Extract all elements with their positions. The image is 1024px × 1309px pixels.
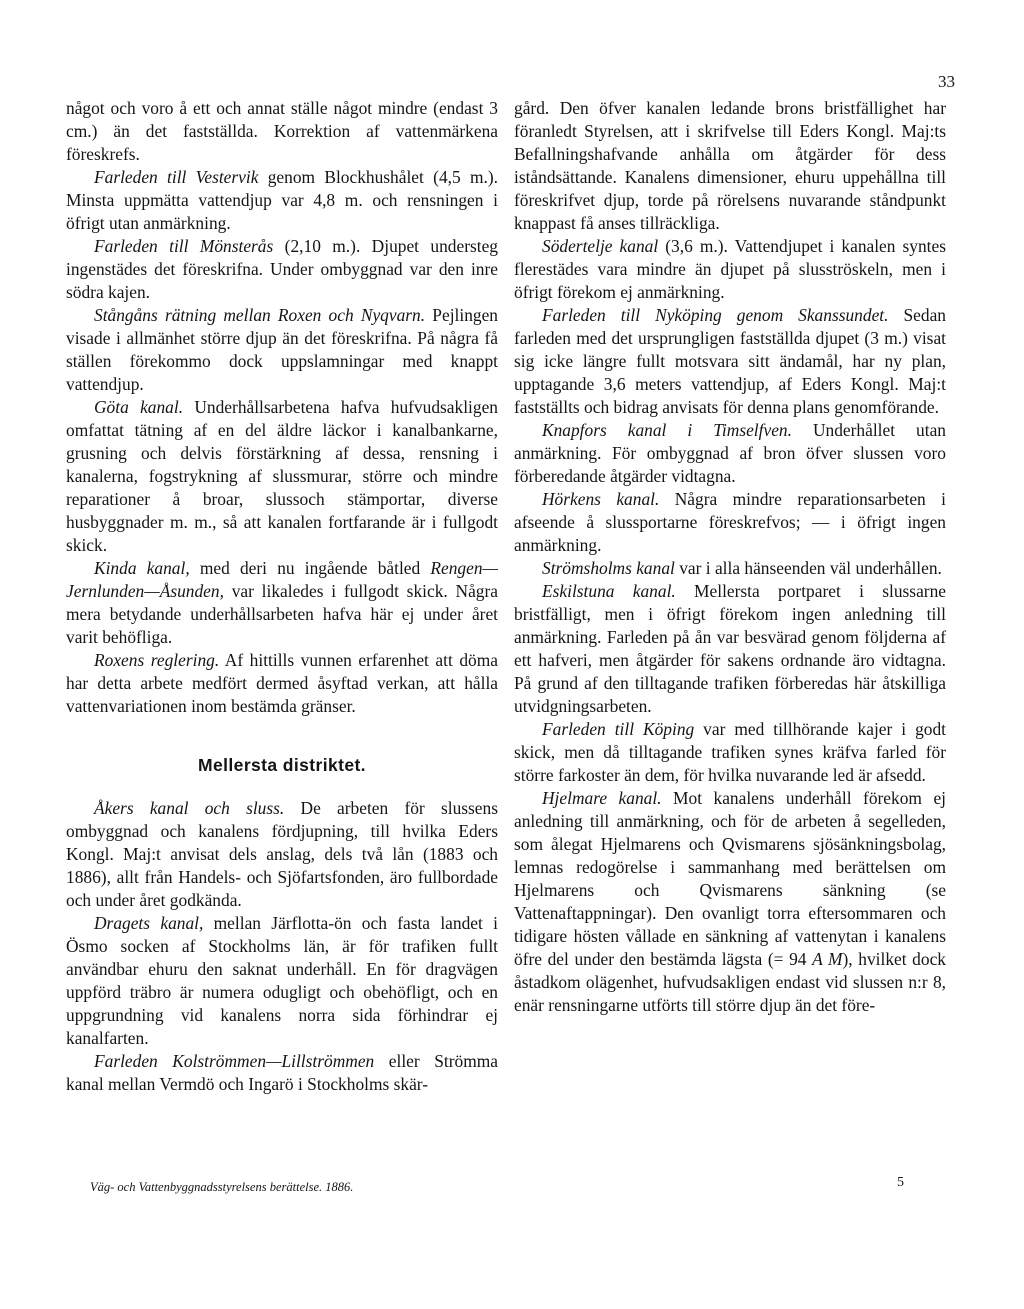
paragraph-text: Pejlingen visade i allmänhet större djup än det föreskrifna. På några få ställen förekommo dock uppslamningar med knappt vattendjup. (66, 305, 498, 394)
paragraph: något och voro å ett och annat ställe något mindre (endast 3 cm.) än det fastställda. Korrektion af vattenmärkena föreskrefs. (66, 98, 498, 164)
paragraph-title: Roxens reglering. (94, 650, 220, 670)
paragraph (514, 235, 946, 304)
paragraph-title: Rengen—Jernlunden—Åsunden, (66, 558, 498, 601)
paragraph-title: Eskilstuna kanal. (542, 581, 676, 601)
paragraph-title: Kinda kanal, (94, 558, 190, 578)
paragraph-title: Farleden Kolströmmen—Lillströmmen (94, 1051, 375, 1071)
paragraph (66, 235, 498, 304)
paragraph-text: genom Blockhushålet (4,5 m.). Minsta uppmätta vattendjup var 4,8 m. och rensningen i öfrigt utan anmärkning. (66, 167, 498, 233)
paragraph-text: var i alla hänseenden väl underhållen. (674, 558, 942, 578)
right-column (514, 97, 946, 1017)
paragraph (514, 787, 946, 1017)
paragraph (514, 488, 946, 557)
paragraph-title: Strömsholms kanal (542, 558, 675, 578)
paragraph-text: Mellersta portparet i slussarne bristfälligt, men i öfrigt förekom ingen anledning till anmärkning. Farleden på ån var besvärad genom följderna af ett hafveri, men åtgärder för sakens ordnande äro vidtagna. På grund af den tilltagande trafiken förberedas här åtskilliga utvidgningsarbeten. (514, 581, 946, 716)
paragraph (514, 718, 946, 787)
paragraph-title: Farleden till Mönsterås (94, 236, 274, 256)
paragraph-title: Farleden till Vestervik (94, 167, 259, 187)
paragraph (66, 797, 498, 912)
paragraph-title: Södertelje kanal (542, 236, 659, 256)
paragraph-text: var med tillhörande kajer i godt skick, men då tilltagande trafiken synes kräfva farled för större farkoster än dem, för hvilka nuvarande led är afsedd. (514, 719, 946, 785)
paragraph-text: Mot kanalens underhåll förekom ej anledning till anmärkning, och för de arbeten å segelleden, som ålegat Hjelmarens och Qvismarens sjösänkningsbolag, lemnas redogörelse i sammanhang med berättelsen om Hjelmarens och Qvismarens sänkning (se Vattenaftappningar). Den ovanligt torra eftersommaren och tidigare hösten vållade en sänkning af vattenytan i kanalens öfre del under den bestämda lägsta (= 94 (514, 788, 946, 969)
paragraph-title: Knapfors kanal i Timselfven. (542, 420, 792, 440)
paragraph-title: Åkers kanal och sluss. (94, 798, 285, 818)
paragraph-text: Några mindre reparationsarbeten i afseende å slussportarne föreskrefvos; — i öfrigt ingen anmärkning. (514, 489, 946, 555)
paragraph (66, 557, 498, 649)
paragraph-text: ), hvilket dock åstadkom olägenhet, hufvudsakligen endast vid slussen n:r 8, enär rensningarne utförts till större djup än det före- (514, 949, 946, 1015)
paragraph-title: Farleden till Nyköping genom Skanssundet. (542, 305, 889, 325)
paragraph: gård. Den öfver kanalen ledande brons bristfällighet har föranledt Styrelsen, att i skrifvelse till Eders Kongl. Maj:ts Befallningshafvande anhålla om åtgärder för dess iståndsättande. Kanalens dimensioner, ehuru uppehållna till föreskrifvet djup, torde på rörelsens nuvarande ståndpunkt knappast få anses tillräckliga. (514, 98, 946, 233)
paragraph (514, 557, 946, 580)
section-heading: Mellersta distriktet. (198, 755, 366, 775)
paragraph-title: Hörkens kanal. (542, 489, 660, 509)
signature-mark: 5 (897, 1175, 904, 1190)
paragraph-text: mellan Järflotta-ön och fasta landet i Ösmo socken af Stockholms län, är för trafiken fullt användbar ehuru den saknat underhåll. En för dragvägen uppförd träbro är numera odugligt och obehöfligt, och en uppgrundning vid kanalens norra sida förhindrar ej kanalfarten. (66, 913, 498, 1048)
page-number: 33 (938, 72, 955, 91)
paragraph-text: De arbeten för slussens ombyggnad och kanalens fördjupning, till hvilka Eders Kongl. Maj:t anvisat dels anslag, dels två lån (1883 och 1886), allt från Handels- och Sjöfartsfonden, äro fullbordade och under året godkända. (66, 798, 498, 910)
paragraph (66, 1050, 498, 1096)
paragraph (66, 649, 498, 718)
paragraph-text: med deri nu ingående båtled (189, 558, 431, 578)
paragraph (514, 419, 946, 488)
paragraph-text: Sedan farleden med det ursprungligen fastställda djupet (3 m.) visat sig icke längre fullt motsvara sitt ändamål, har ny plan, upptagande 3,6 meters vattendjup, af Eders Kongl. Maj:t fastställts och bidrag anvisats för denna plans genomförande. (514, 305, 946, 417)
paragraph-title: Hjelmare kanal. (542, 788, 662, 808)
paragraph-text: Af hittills vunnen erfarenhet att döma har detta arbete medfört dermed åsyftad verkan, att hålla vattenvariationen inom bestämda gränser. (66, 650, 498, 716)
paragraph (66, 396, 498, 557)
paragraph-text: eller Strömma kanal mellan Vermdö och Ingarö i Stockholms skär- (66, 1051, 498, 1094)
paragraph-title: Göta kanal. (94, 397, 184, 417)
paragraph-title: A M (812, 949, 843, 969)
left-column (66, 97, 498, 1096)
paragraph (514, 580, 946, 718)
paragraph (514, 304, 946, 419)
paragraph-title: Stångåns rätning mellan Roxen och Nyqvarn. (94, 305, 426, 325)
paragraph-text: (2,10 m.). Djupet understeg ingenstädes det föreskrifna. Under ombyggnad var den inre södra kajen. (66, 236, 498, 302)
paragraph (66, 304, 498, 396)
paragraph-text: var likaledes i fullgodt skick. Några mera betydande underhållsarbeten hafva här ej under året varit behöfliga. (66, 581, 498, 647)
paragraph-text: Underhållsarbetena hafva hufvudsakligen omfattat tätning af en del äldre läckor i kanalbankarne, grusning och delvis förstärkning af dessa, rensning i kanalerna, fogstrykning af slussmurar, större och mindre reparationer å broar, slussoch stämportar, diverse husbyggnader m. m., så att kanalen fortfarande är i fullgodt skick. (66, 397, 498, 555)
paragraph (66, 912, 498, 1050)
paragraph-text: (3,6 m.). Vattendjupet i kanalen syntes flerestädes vara mindre än djupet på slusströskeln, men i öfrigt förekom ej anmärkning. (514, 236, 947, 302)
paragraph (66, 166, 498, 235)
footer-note: Väg- och Vattenbyggnadsstyrelsens berättelse. 1886. (90, 1180, 354, 1194)
paragraph-title: Dragets kanal, (94, 913, 204, 933)
paragraph-title: Farleden till Köping (542, 719, 695, 739)
paragraph-text: Underhållet utan anmärkning. För ombyggnad af bron öfver slussen voro förberedande åtgärder vidtagna. (514, 420, 946, 486)
